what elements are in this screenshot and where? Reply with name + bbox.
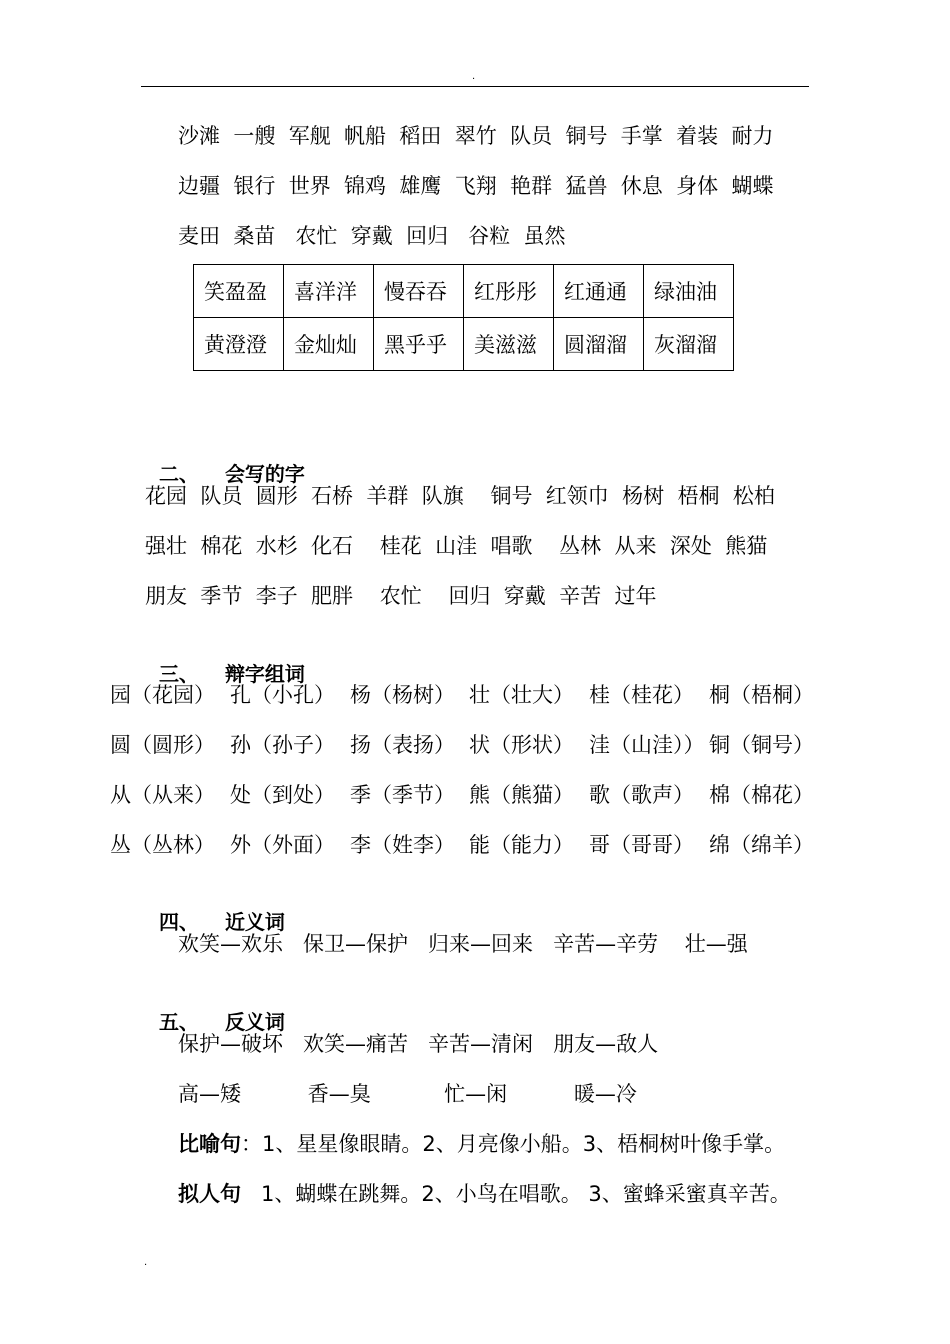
word-group: 壮（壮大）: [469, 683, 574, 707]
word-group: 桂（桂花）: [589, 683, 694, 707]
table-cell: 圆溜溜: [554, 318, 644, 371]
table-cell: 喜洋洋: [284, 265, 374, 318]
footer-mark: .: [144, 1257, 148, 1268]
table-cell: 美滋滋: [464, 318, 554, 371]
word-group: 杨（杨树）: [350, 683, 455, 707]
word-group: 绵（绵羊）: [709, 833, 814, 857]
word-group: 丛（丛林）: [110, 833, 215, 857]
write-line-3: 朋友 季节 李子 肥胖 农忙 回归 穿戴 辛苦 过年: [145, 584, 657, 608]
word-group: 铜（铜号）: [709, 733, 814, 757]
header-rule: [141, 86, 809, 87]
table-cell: 慢吞吞: [374, 265, 464, 318]
word-group: 园（花园）: [110, 683, 215, 707]
table-row: [194, 265, 734, 318]
word-group: 歌（歌声）: [589, 783, 694, 807]
reduplicated-words-table: [193, 264, 734, 371]
table-cell: 绿油油: [644, 265, 734, 318]
section-heading-5: [145, 980, 285, 1036]
write-line-1: 花园 队员 圆形 石桥 羊群 队旗 铜号 红领巾 杨树 梧桐 松柏: [145, 484, 775, 508]
table-cell: 金灿灿: [284, 318, 374, 371]
word-group: 棉（棉花）: [709, 783, 814, 807]
simile-label: 比喻句: [178, 1132, 241, 1156]
distinguish-row: [110, 831, 814, 859]
table-cell: 红彤彤: [464, 265, 554, 318]
table-cell: 红通通: [554, 265, 644, 318]
word-group: 圆（圆形）: [110, 733, 215, 757]
word-group: 能（能力）: [469, 833, 574, 857]
word-group: 扬（表扬）: [350, 733, 455, 757]
word-group: 从（从来）: [110, 783, 215, 807]
word-group: 状（形状）: [469, 733, 574, 757]
antonym-line-1: 保护—破坏 欢笑—痛苦 辛苦—清闲 朋友—敌人: [178, 1032, 659, 1056]
table-row: [194, 318, 734, 371]
word-group: 洼（山洼））: [589, 733, 705, 757]
word-group: 孔（小孔）: [230, 683, 335, 707]
distinguish-row: [110, 681, 814, 709]
section-heading-2: [145, 432, 305, 488]
word-group: 哥（哥哥）: [589, 833, 694, 857]
word-group: 李（姓李）: [350, 833, 455, 857]
word-group: 处（到处）: [230, 783, 335, 807]
table-cell: 笑盈盈: [194, 265, 284, 318]
synonym-line: 欢笑—欢乐 保卫—保护 归来—回来 辛苦—辛劳 壮—强: [178, 932, 748, 956]
word-line-3: 麦田 桑苗 农忙 穿戴 回归 谷粒 虽然: [178, 224, 566, 248]
table-cell: 黑乎乎: [374, 318, 464, 371]
word-group: 桐（梧桐）: [709, 683, 814, 707]
section-title: 反义词: [224, 1010, 285, 1034]
distinguish-row: [110, 781, 814, 809]
section-number: 四、: [158, 910, 199, 934]
word-line-2: 边疆 银行 世界 锦鸡 雄鹰 飞翔 艳群 猛兽 休息 身体 蝴蝶: [178, 174, 774, 198]
section-number: 五、: [158, 1010, 199, 1034]
header-mark: .: [472, 71, 476, 82]
section-number: 二、: [158, 462, 199, 486]
section-title: 会写的字: [224, 462, 305, 486]
section-heading-3: [145, 632, 305, 688]
word-group: 熊（熊猫）: [469, 783, 574, 807]
simile-sentence: [178, 1130, 785, 1158]
section-title: 近义词: [224, 910, 285, 934]
personification-text: 1、蝴蝶在跳舞。2、小鸟在唱歌。 3、蜜蜂采蜜真辛苦。: [241, 1182, 791, 1206]
table-cell: 灰溜溜: [644, 318, 734, 371]
word-group: 孙（孙子）: [230, 733, 335, 757]
section-heading-4: [145, 880, 285, 936]
section-number: 三、: [158, 662, 199, 686]
word-group: 季（季节）: [350, 783, 455, 807]
word-line-1: 沙滩 一艘 军舰 帆船 稻田 翠竹 队员 铜号 手掌 着装 耐力: [178, 124, 774, 148]
personification-label: 拟人句: [178, 1182, 241, 1206]
simile-text: ：1、星星像眼睛。2、月亮像小船。3、梧桐树叶像手掌。: [241, 1132, 786, 1156]
table-cell: 黄澄澄: [194, 318, 284, 371]
distinguish-row: [110, 731, 814, 759]
antonym-line-2: 高—矮 香—臭 忙—闲 暖—冷: [178, 1082, 637, 1106]
word-group: 外（外面）: [230, 833, 335, 857]
personification-sentence: [178, 1180, 791, 1208]
write-line-2: 强壮 棉花 水杉 化石 桂花 山洼 唱歌 丛林 从来 深处 熊猫: [145, 534, 768, 558]
section-title: 辩字组词: [224, 662, 305, 686]
